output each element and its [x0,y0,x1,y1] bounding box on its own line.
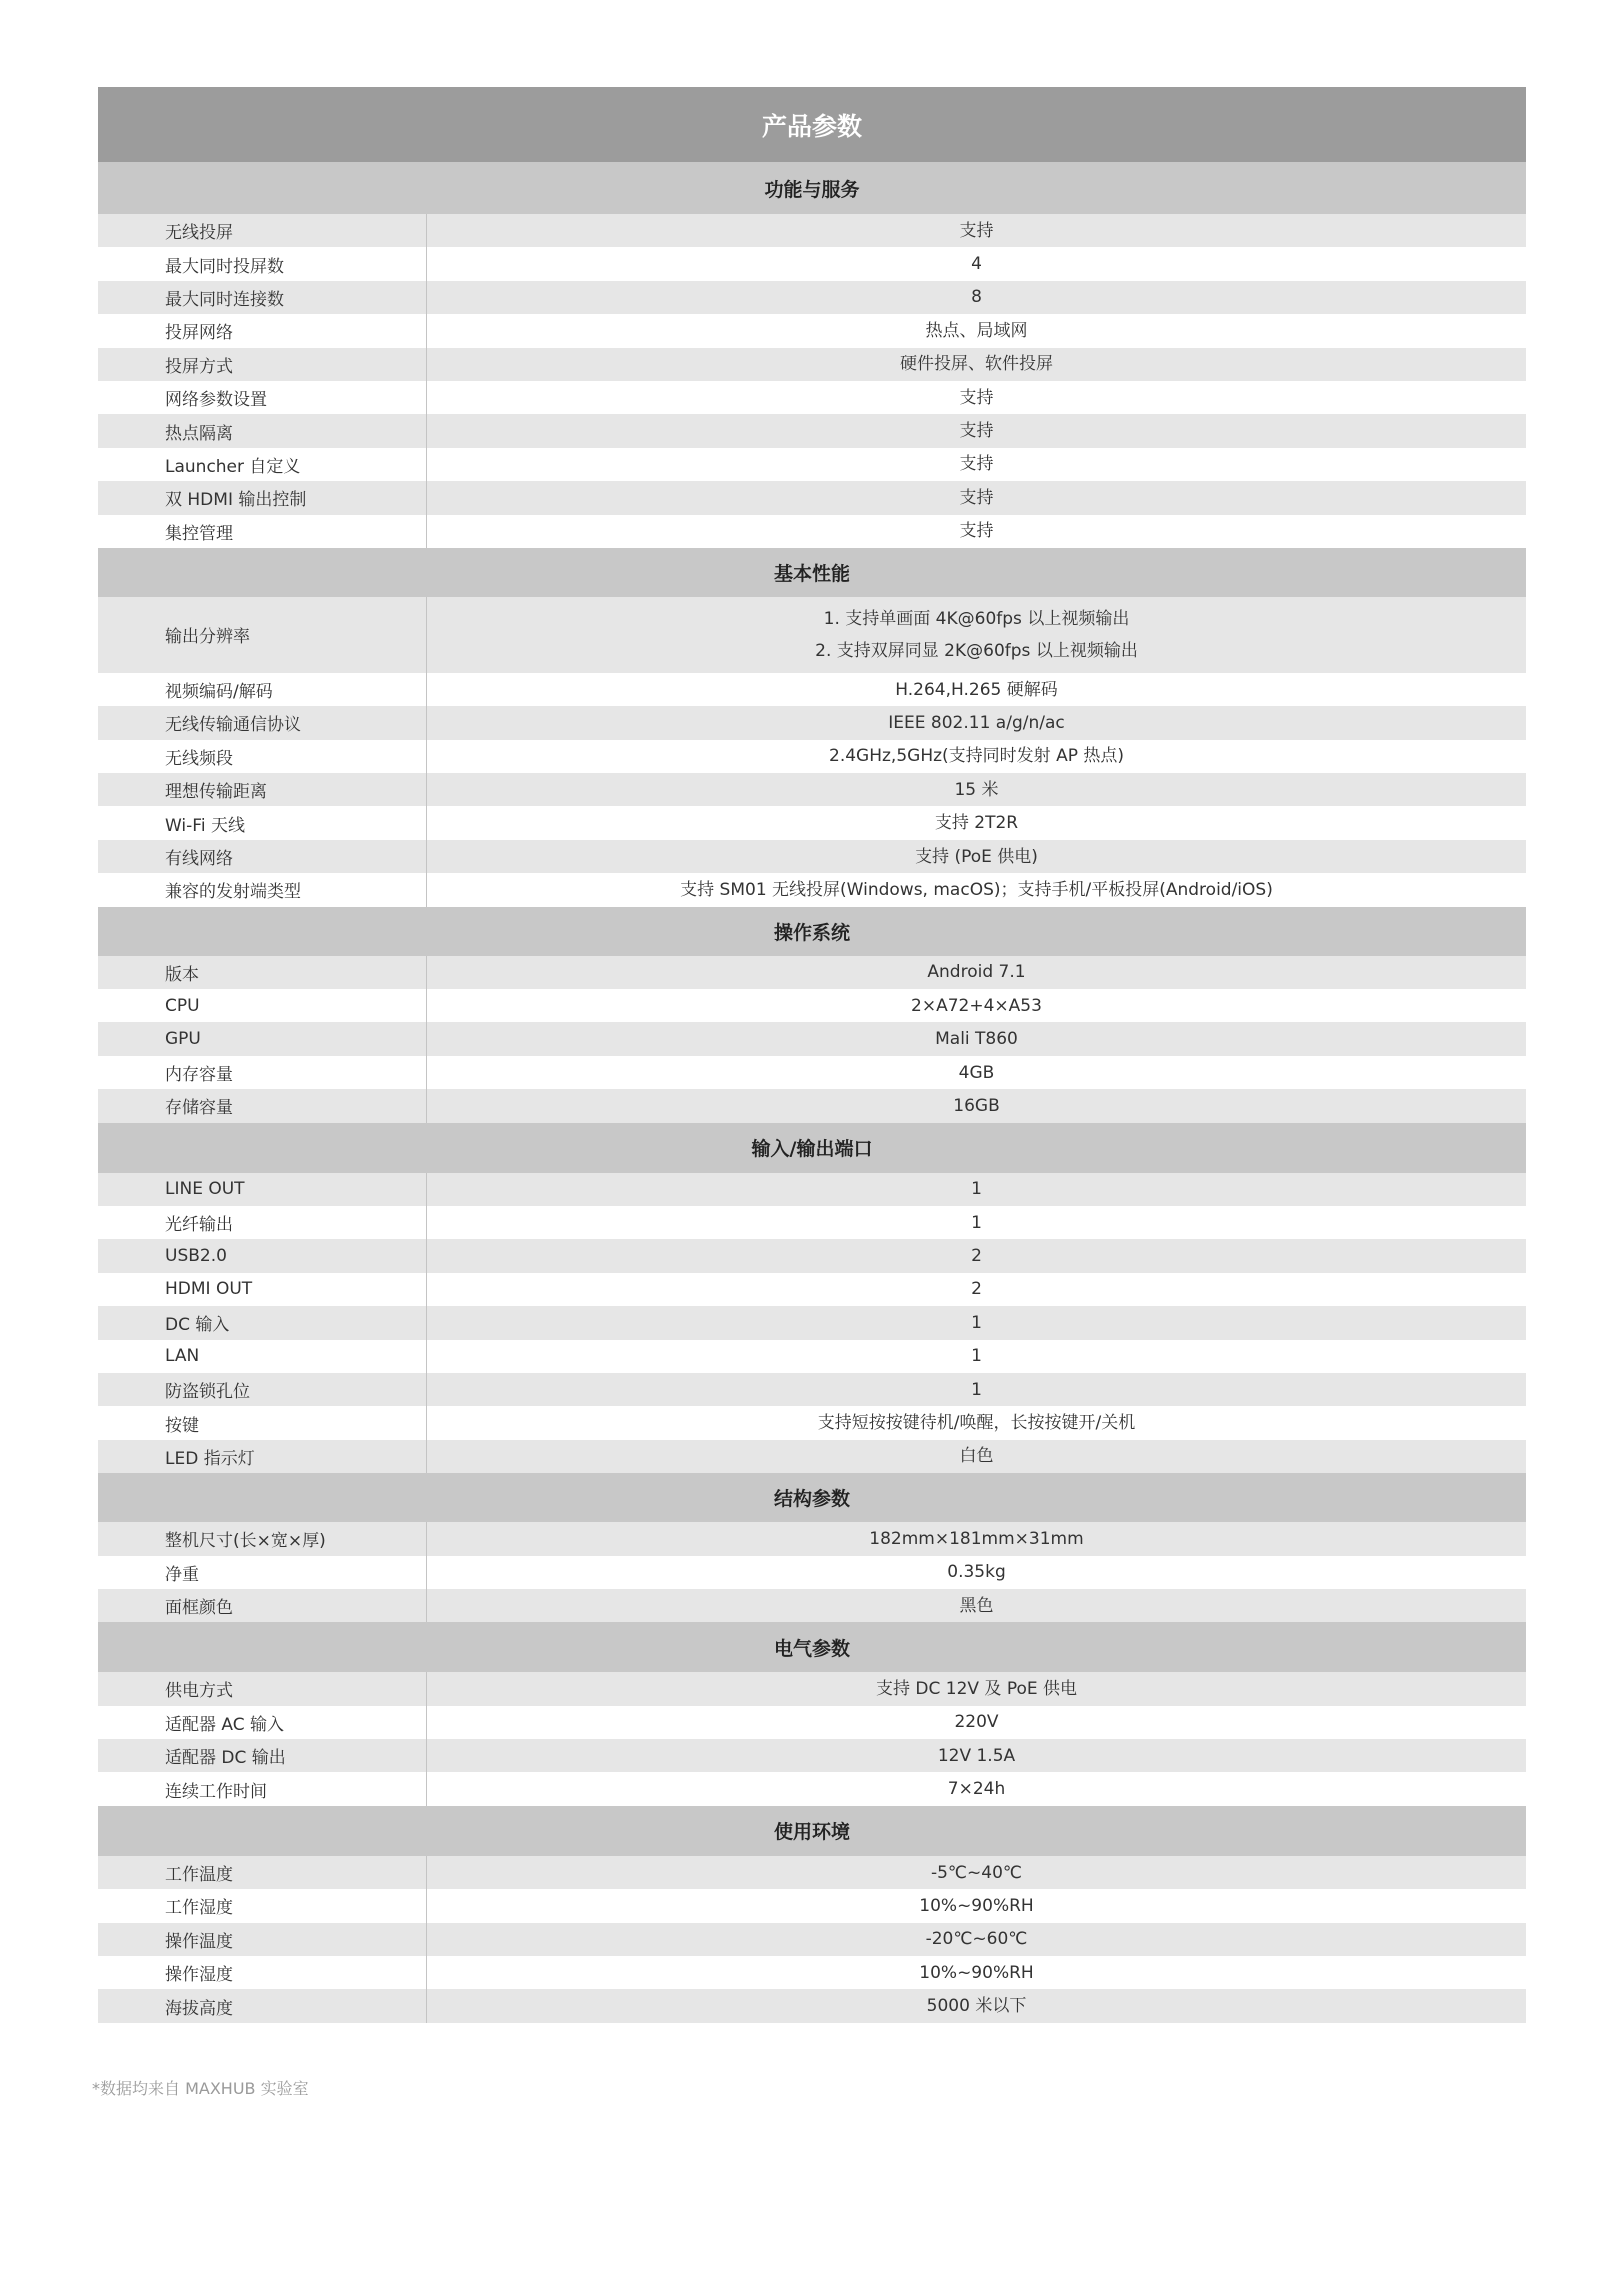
table-row [98,989,1526,1022]
section-header: 操作系统 [98,907,1526,956]
table-row [98,773,1526,806]
row-label: USB2.0 [98,1239,427,1272]
row-label: HDMI OUT [98,1273,427,1306]
row-value-line: 支持 [959,521,994,542]
row-label: 净重 [98,1556,427,1589]
row-value-line: 10%~90%RH [919,1895,1034,1916]
row-value-line: 2.4GHz,5GHz(支持同时发射 AP 热点) [829,746,1124,767]
row-value-line: 硬件投屏、软件投屏 [900,354,1053,375]
row-value [427,1440,1526,1473]
table-row [98,481,1526,514]
row-value [427,1089,1526,1122]
table-row [98,1589,1526,1622]
table-row [98,1206,1526,1239]
row-value-line: 2 [971,1279,982,1300]
row-value [427,314,1526,347]
row-value-line: 7×24h [947,1779,1006,1800]
table-row [98,515,1526,548]
row-value [427,214,1526,247]
row-value [427,1022,1526,1055]
row-value-line: 支持 [959,421,994,442]
row-label: 版本 [98,956,427,989]
row-label: DC 输入 [98,1306,427,1339]
table-row [98,706,1526,739]
row-value [427,1923,1526,1956]
row-value-line: 10%~90%RH [919,1962,1034,1983]
row-value [427,597,1526,673]
row-value [427,840,1526,873]
row-value [427,1206,1526,1239]
row-label: 无线传输通信协议 [98,706,427,739]
row-value [427,1956,1526,1989]
row-value [427,281,1526,314]
row-label: 适配器 AC 输入 [98,1706,427,1739]
table-row [98,597,1526,673]
row-value-line: 支持 (PoE 供电) [915,846,1038,867]
row-value [427,515,1526,548]
row-label: 海拔高度 [98,1989,427,2022]
row-label: 双 HDMI 输出控制 [98,481,427,514]
table-row [98,1089,1526,1122]
table-row [98,314,1526,347]
table-row [98,1239,1526,1272]
row-value [427,1273,1526,1306]
table-row [98,381,1526,414]
row-value-line: 1 [971,1346,982,1367]
row-value [427,873,1526,906]
table-row [98,348,1526,381]
row-label: 输出分辨率 [98,597,427,673]
table-row [98,1522,1526,1555]
page-title: 产品参数 [98,87,1526,162]
row-value [427,1056,1526,1089]
table-row [98,1956,1526,1989]
row-label: Launcher 自定义 [98,448,427,481]
table-row [98,1923,1526,1956]
table-row [98,247,1526,280]
row-value-line: 220V [954,1712,999,1733]
row-label: 存储容量 [98,1089,427,1122]
row-label: 无线频段 [98,740,427,773]
row-value-line: 2. 支持双屏同显 2K@60fps 以上视频输出 [815,640,1138,661]
row-value-line: 8 [971,287,982,308]
table-row [98,1056,1526,1089]
row-value [427,1772,1526,1805]
table-row [98,1440,1526,1473]
row-label: 操作湿度 [98,1956,427,1989]
section-header: 功能与服务 [98,162,1526,214]
section-header: 基本性能 [98,548,1526,597]
row-value-line: 支持 DC 12V 及 PoE 供电 [875,1678,1078,1699]
row-label: 最大同时连接数 [98,281,427,314]
table-row [98,1889,1526,1922]
row-value-line: 支持 [959,220,994,241]
table-row [98,1706,1526,1739]
row-value [427,773,1526,806]
row-value-line: 1 [971,1379,982,1400]
row-label: 防盗锁孔位 [98,1373,427,1406]
row-value-line: 支持 [959,487,994,508]
row-value-line: 16GB [953,1095,1000,1116]
table-row [98,740,1526,773]
row-value-line: 12V 1.5A [937,1745,1016,1766]
row-label: 工作湿度 [98,1889,427,1922]
row-value [427,1306,1526,1339]
row-value [427,1406,1526,1439]
row-value-line: 支持 SM01 无线投屏(Windows, macOS)；支持手机/平板投屏(Android/iOS) [680,879,1273,900]
table-row [98,673,1526,706]
row-value-line: 1. 支持单画面 4K@60fps 以上视频输出 [823,608,1130,629]
row-value-line: 5000 米以下 [926,1996,1027,2017]
row-label: 有线网络 [98,840,427,873]
table-row [98,1556,1526,1589]
table-row [98,873,1526,906]
row-value [427,247,1526,280]
row-value-line: 支持 [959,454,994,475]
row-label: 投屏方式 [98,348,427,381]
table-row [98,1273,1526,1306]
row-value [427,1340,1526,1373]
row-value-line: 15 米 [954,779,999,800]
row-value-line: 白色 [959,1446,994,1467]
section-header: 电气参数 [98,1622,1526,1672]
table-row [98,448,1526,481]
row-label: 供电方式 [98,1672,427,1705]
row-value [427,1706,1526,1739]
row-value [427,1239,1526,1272]
row-value [427,1522,1526,1555]
table-row [98,1173,1526,1206]
row-value [427,806,1526,839]
row-label: 理想传输距离 [98,773,427,806]
row-label: 面框颜色 [98,1589,427,1622]
row-value [427,956,1526,989]
row-value-line: 支持短按按键待机/唤醒，长按按键开/关机 [817,1413,1136,1434]
row-value [427,1739,1526,1772]
row-value-line: 0.35kg [947,1562,1006,1583]
row-label: LED 指示灯 [98,1440,427,1473]
row-label: 内存容量 [98,1056,427,1089]
row-label: CPU [98,989,427,1022]
row-value [427,989,1526,1022]
row-value-line: 4GB [958,1062,995,1083]
row-value-line: 支持 [959,387,994,408]
spec-sheet [98,87,1526,2023]
row-label: 操作温度 [98,1923,427,1956]
table-row [98,281,1526,314]
row-value [427,481,1526,514]
row-label: LINE OUT [98,1173,427,1206]
table-row [98,1022,1526,1055]
row-label: 兼容的发射端类型 [98,873,427,906]
table-row [98,1373,1526,1406]
row-label: 热点隔离 [98,414,427,447]
row-label: 最大同时投屏数 [98,247,427,280]
row-value [427,1856,1526,1889]
row-label: 连续工作时间 [98,1772,427,1805]
row-value [427,706,1526,739]
row-label: 投屏网络 [98,314,427,347]
row-value-line: 黑色 [959,1595,994,1616]
row-label: 适配器 DC 输出 [98,1739,427,1772]
row-value-line: 4 [971,254,982,275]
row-value-line: 支持 2T2R [934,813,1019,834]
row-label: 工作温度 [98,1856,427,1889]
row-value [427,448,1526,481]
row-value-line: -20℃~60℃ [925,1929,1028,1950]
row-value [427,1589,1526,1622]
row-value-line: Android 7.1 [927,962,1026,983]
row-value-line: 1 [971,1212,982,1233]
table-row [98,1772,1526,1805]
row-label: 无线投屏 [98,214,427,247]
row-label: GPU [98,1022,427,1055]
table-row [98,1856,1526,1889]
table-row [98,1739,1526,1772]
table-row [98,806,1526,839]
row-value [427,414,1526,447]
row-label: Wi-Fi 天线 [98,806,427,839]
row-value [427,1556,1526,1589]
section-header: 输入/输出端口 [98,1123,1526,1173]
row-label: 整机尺寸(长×宽×厚) [98,1522,427,1555]
footnote: *数据均来自 MAXHUB 实验室 [92,2079,309,2098]
row-value [427,1989,1526,2022]
row-value-line: IEEE 802.11 a/g/n/ac [888,712,1065,733]
table-row [98,1340,1526,1373]
row-value [427,673,1526,706]
row-value [427,1373,1526,1406]
row-value-line: 1 [971,1179,982,1200]
row-value-line: 1 [971,1312,982,1333]
section-header: 结构参数 [98,1473,1526,1522]
row-label: 按键 [98,1406,427,1439]
section-header: 使用环境 [98,1806,1526,1856]
row-value-line: 热点、局域网 [925,320,1028,341]
row-value-line: H.264,H.265 硬解码 [895,679,1058,700]
row-value [427,1889,1526,1922]
table-row [98,1306,1526,1339]
row-value-line: 2 [971,1246,982,1267]
table-row [98,214,1526,247]
row-label: 集控管理 [98,515,427,548]
table-row [98,956,1526,989]
row-value [427,740,1526,773]
row-value-line: Mali T860 [935,1029,1018,1050]
table-row [98,1989,1526,2022]
row-label: 视频编码/解码 [98,673,427,706]
row-label: 网络参数设置 [98,381,427,414]
row-value-line: -5℃~40℃ [930,1862,1022,1883]
row-label: LAN [98,1340,427,1373]
table-row [98,1672,1526,1705]
table-row [98,414,1526,447]
table-row [98,840,1526,873]
row-value [427,1173,1526,1206]
spec-table [98,162,1526,2023]
row-value-line: 2×A72+4×A53 [911,995,1042,1016]
row-value [427,348,1526,381]
row-label: 光纤输出 [98,1206,427,1239]
row-value-line: 182mm×181mm×31mm [869,1528,1084,1549]
table-row [98,1406,1526,1439]
row-value [427,1672,1526,1705]
row-value [427,381,1526,414]
